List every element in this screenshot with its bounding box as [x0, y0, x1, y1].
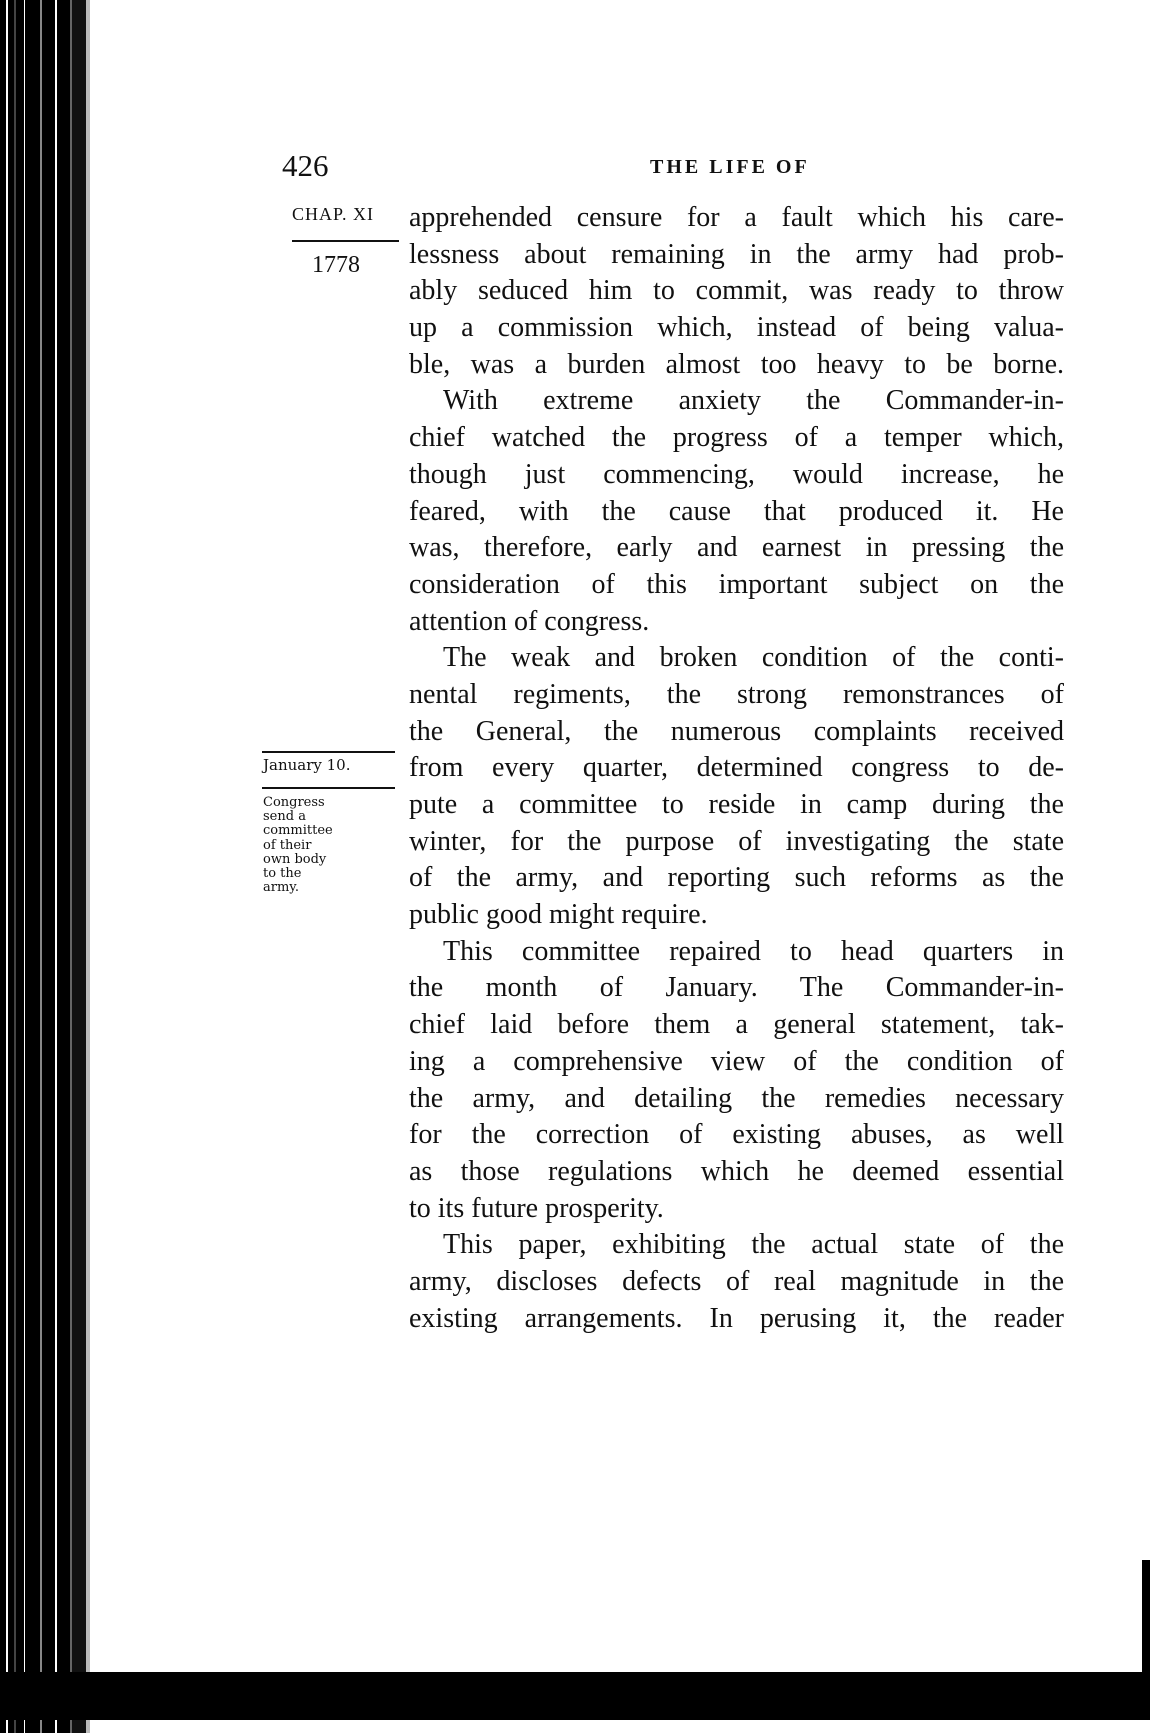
text-line: ably seduced him to commit, was ready to throw — [409, 275, 1064, 307]
margin-note-line: own body — [263, 851, 327, 867]
text-line: was, therefore, early and earnest in pressing the — [409, 532, 1064, 564]
paragraph — [409, 934, 1064, 1228]
text-line: public good might require. — [409, 899, 708, 931]
text-line: winter, for the purpose of investigating the state — [409, 825, 1064, 857]
margin-rule — [292, 240, 399, 242]
margin-note-line: to the — [263, 866, 302, 882]
text-line: army, discloses defects of real magnitude in the — [409, 1265, 1064, 1297]
page-number: 426 — [282, 148, 329, 183]
running-head: THE LIFE OF — [650, 156, 810, 178]
scan-bottom-border — [0, 1672, 1150, 1720]
text-line: nental regiments, the strong remonstrances of — [409, 678, 1064, 710]
text-line: With extreme anxiety the Commander-in- — [443, 385, 1064, 417]
margin-rule — [262, 787, 395, 789]
margin-note-line: send a — [263, 809, 306, 825]
text-line: existing arrangements. In perusing it, the reader — [409, 1302, 1064, 1334]
margin-chapter: CHAP. XI — [292, 204, 375, 224]
text-line: The weak and broken condition of the conti- — [443, 642, 1064, 674]
margin-rule — [262, 751, 395, 753]
text-line: chief watched the progress of a temper which, — [409, 422, 1064, 454]
text-line: chief laid before them a general statement, tak- — [409, 1009, 1064, 1041]
paragraph — [409, 1227, 1064, 1337]
text-line: of the army, and reporting such reforms as the — [409, 862, 1064, 894]
text-line: apprehended censure for a fault which his care- — [409, 202, 1064, 233]
paragraph — [409, 383, 1064, 640]
paragraph — [409, 200, 1064, 383]
text-line: to its future prosperity. — [409, 1192, 664, 1224]
scan-right-border — [1142, 1560, 1150, 1680]
margin-note-line: Congress — [263, 795, 325, 810]
text-line: the month of January. The Commander-in- — [409, 972, 1064, 1004]
margin-year: 1778 — [312, 252, 360, 278]
text-line: from every quarter, determined congress to de- — [409, 752, 1064, 784]
text-line: lessness about remaining in the army had prob- — [409, 238, 1064, 270]
text-line: attention of congress. — [409, 605, 650, 637]
book-binding-edge — [0, 0, 100, 1733]
margin-note — [263, 796, 383, 895]
text-line: ing a comprehensive view of the condition of — [409, 1045, 1064, 1077]
text-line: though just commencing, would increase, he — [409, 458, 1064, 490]
text-line: as those regulations which he deemed essential — [409, 1155, 1064, 1187]
text-line: up a commission which, instead of being valua- — [409, 312, 1064, 344]
margin-note-line: committee — [263, 823, 333, 839]
text-line: for the correction of existing abuses, as well — [409, 1119, 1064, 1151]
text-line: pute a committee to reside in camp during the — [409, 789, 1064, 820]
text-line: This committee repaired to head quarters in — [443, 935, 1064, 967]
text-line: ble, was a burden almost too heavy to be borne. — [409, 348, 1064, 380]
margin-note-line: army. — [263, 880, 300, 896]
paragraph — [409, 640, 1064, 934]
margin-date: January 10. — [263, 756, 351, 774]
text-line: consideration of this important subject on the — [409, 568, 1064, 600]
body-text — [409, 200, 1064, 1337]
text-line: the General, the numerous complaints received — [409, 715, 1064, 747]
text-line: feared, with the cause that produced it. He — [409, 495, 1064, 527]
text-line: This paper, exhibiting the actual state of the — [443, 1229, 1064, 1261]
text-line: the army, and detailing the remedies necessary — [409, 1082, 1064, 1114]
margin-note-line: of their — [263, 837, 312, 853]
